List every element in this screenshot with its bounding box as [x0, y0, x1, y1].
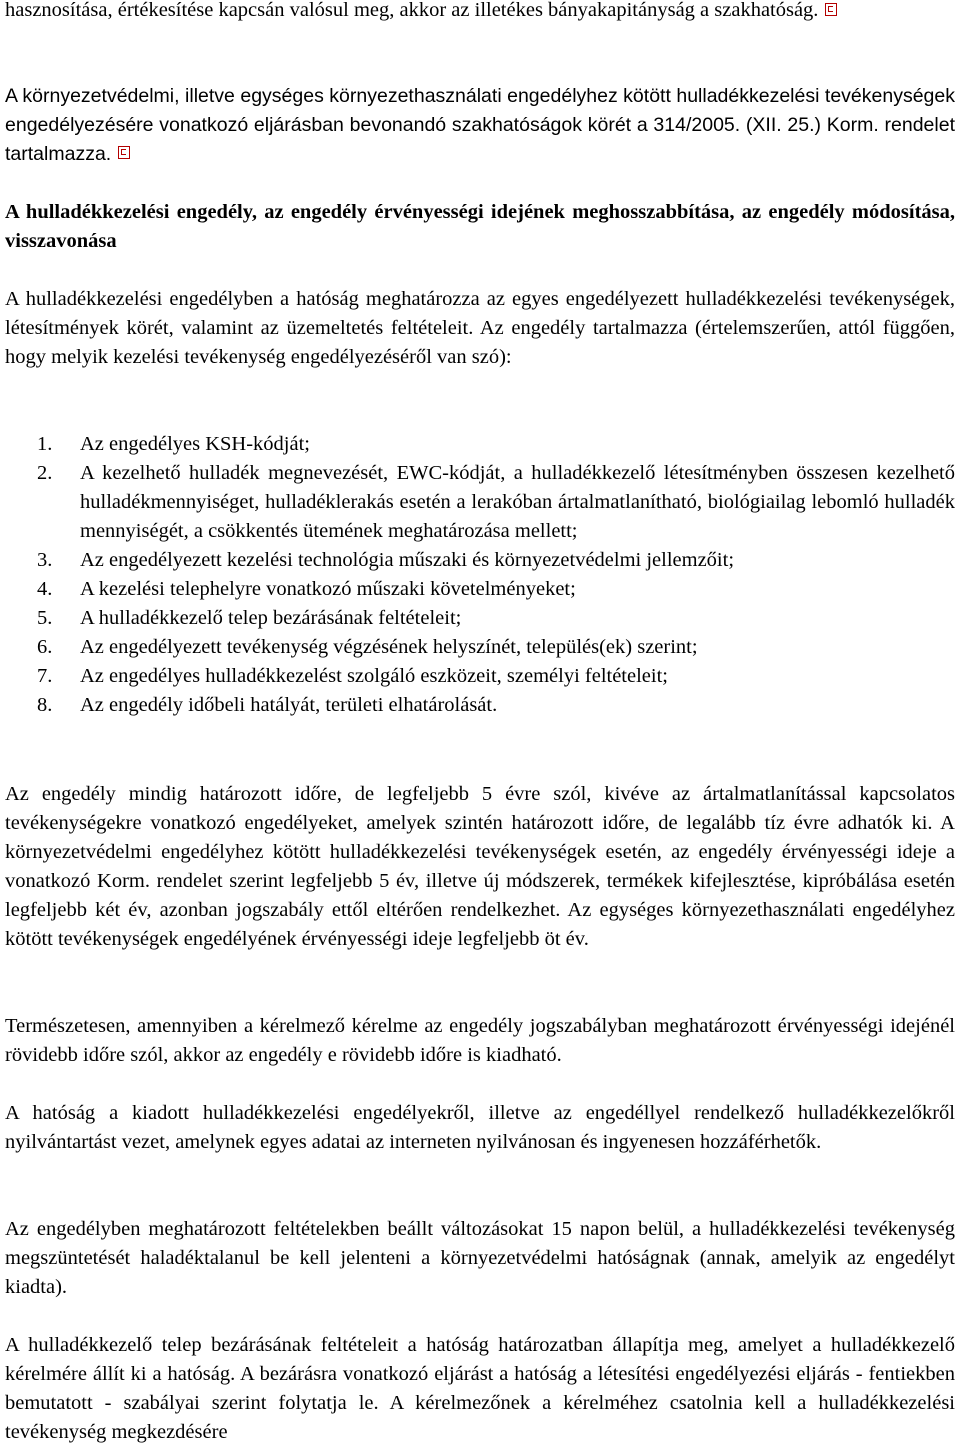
list-item — [5, 662, 955, 691]
paragraph-text: hasznosítása, értékesítése kapcsán valósul meg, akkor az illetékes bányakapitányság a szakhatóság. — [5, 0, 819, 21]
list-item-number: 8. — [37, 694, 53, 716]
list-item-text: A kezelhető hulladék megnevezését, EWC-kódját, a hulladékkezelő létesítményben összesen kezelhető hulladékmennyiséget, hulladéklerakás esetén a lerakóban ártalmatlanítható, biológiailag lebomló hulladék mennyiségét, a csökkentés ütemének meghatározása mellett; — [80, 462, 955, 542]
list-item-number: 7. — [37, 665, 53, 687]
list-item-text: Az engedélyezett tevékenység végzésének helyszínét, település(ek) szerint; — [80, 636, 698, 658]
list-item — [5, 459, 955, 546]
paragraph-text: A hulladékkezelő telep bezárásának feltételeit a hatóság határozatban állapítja meg, amelyet a hulladékkezelő kérelmére állít ki a hatóság. A bezárásra vonatkozó eljárást a hatóság a létesítési engedélyezési eljárás - fentiekben bemutatott - szabályai szerint folytatja le. A kérelmezőnek a kérelméhez csatolnia kell a hulladékkezelési tevékenység megkezdésére — [5, 1334, 955, 1443]
list-item-text: Az engedélyes KSH-kódját; — [80, 433, 310, 455]
list-item-text: A hulladékkezelő telep bezárásának feltételeit; — [80, 607, 462, 629]
paragraph-top-tail — [5, 0, 955, 25]
requirements-list — [5, 430, 955, 720]
section-heading — [5, 198, 955, 256]
list-item — [5, 546, 955, 575]
list-item — [5, 691, 955, 720]
list-item-number: 3. — [37, 549, 53, 571]
paragraph-intro — [5, 285, 955, 372]
list-item — [5, 430, 955, 459]
section-heading-text: A hulladékkezelési engedély, az engedély érvényességi idejének meghosszabbítása, az engedély módosítása, visszavonása — [5, 201, 955, 252]
paragraph-text: Természetesen, amennyiben a kérelmező kérelme az engedély jogszabályban meghatározott érvényességi idejénél rövidebb időre szól, akkor az engedély e rövidebb időre is kiadható. — [5, 1015, 955, 1066]
paragraph-closure — [5, 1331, 955, 1447]
paragraph-text: A hulladékkezelési engedélyben a hatóság meghatározza az egyes engedélyezett hulladékkezelési tevékenységek, létesítmények körét, valamint az üzemeltetés feltételeit. Az engedély tartalmazza (értelemszerűen, attól függően, hogy melyik kezelési tevékenység engedélyezéséről van szó): — [5, 288, 955, 368]
paragraph-text: Az engedély mindig határozott időre, de legfeljebb 5 évre szól, kivéve az ártalmatlanítással kapcsolatos tevékenységekre vonatkozó engedélyeket, amelyek szintén határozott időre, de legalább tíz évre adhatók ki. A környezetvédelmi engedélyhez kötött hulladékkezelési tevékenységek esetén, az engedély érvényességi ideje a vonatkozó Korm. rendelet szerint legfeljebb 5 év, illetve új módszerek, termékek kifejlesztése, kipróbálása esetén legfeljebb két év, azonban jogszabály ettől eltérően rendelkezhet. Az egységes környezethasználati engedélyhez kötött tevékenységek engedélyének érvényességi ideje legfeljebb öt év. — [5, 783, 955, 950]
list-item-text: Az engedélyes hulladékkezelést szolgáló eszközeit, személyi feltételeit; — [80, 665, 668, 687]
list-item — [5, 604, 955, 633]
paragraph-registry — [5, 1099, 955, 1157]
paragraph-text: A hatóság a kiadott hulladékkezelési engedélyekről, illetve az engedéllyel rendelkező hulladékkezelőkről nyilvántartást vezet, amelynek egyes adatai az interneten nyilvánosan és ingyenesen hozzáférhetők. — [5, 1102, 955, 1153]
page-marker-icon[interactable] — [825, 3, 837, 16]
paragraph-environmental — [5, 82, 955, 169]
list-item-number: 5. — [37, 607, 53, 629]
list-item-number: 2. — [37, 462, 53, 484]
list-item-text: Az engedélyezett kezelési technológia műszaki és környezetvédelmi jellemzőit; — [80, 549, 735, 571]
paragraph-changes — [5, 1215, 955, 1302]
list-item — [5, 575, 955, 604]
paragraph-validity — [5, 780, 955, 954]
list-item-text: A kezelési telephelyre vonatkozó műszaki követelményeket; — [80, 578, 576, 600]
paragraph-shorter-validity — [5, 1012, 955, 1070]
list-item-number: 1. — [37, 433, 53, 455]
paragraph-text: Az engedélyben meghatározott feltételekben beállt változásokat 15 napon belül, a hulladékkezelési tevékenység megszüntetését haladéktalanul be kell jelenteni a környezetvédelmi hatóságnak (annak, amelyik az engedélyt kiadta). — [5, 1218, 955, 1298]
list-item-number: 6. — [37, 636, 53, 658]
list-item-number: 4. — [37, 578, 53, 600]
paragraph-text: A környezetvédelmi, illetve egységes környezethasználati engedélyhez kötött hulladékkezelési tevékenységek engedélyezésére vonatkozó eljárásban bevonandó szakhatóságok körét a 314/2005. (XII. 25.) Korm. rendelet tartalmazza. — [5, 85, 955, 165]
list-item-text: Az engedély időbeli hatályát, területi elhatárolását. — [80, 694, 498, 716]
page-marker-icon[interactable] — [118, 146, 130, 159]
list-item — [5, 633, 955, 662]
